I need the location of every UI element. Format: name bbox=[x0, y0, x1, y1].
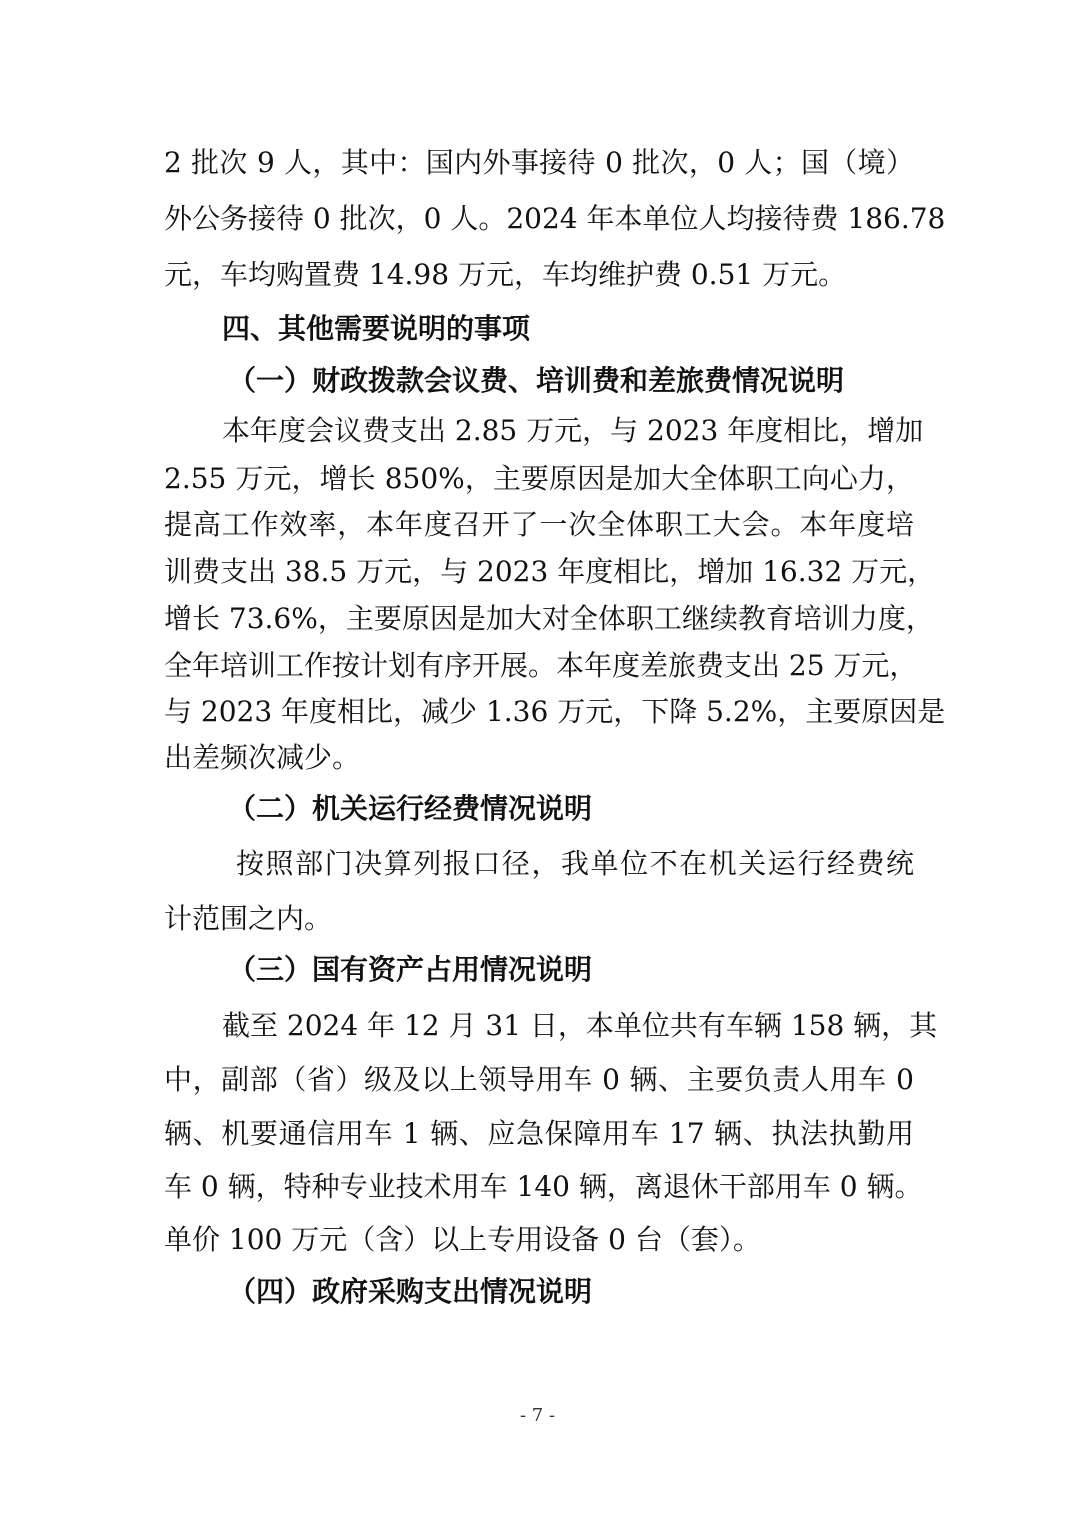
paragraph-1-line-7: 与 2023 年度相比，减少 1.36 万元，下降 5.2%，主要原因是 bbox=[164, 695, 946, 728]
paragraph-1-line-3: 提高工作效率，本年度召开了一次全体职工大会。本年度培 bbox=[164, 508, 914, 541]
page-number: - 7 - bbox=[519, 1405, 556, 1426]
intro-line-3: 元，车均购置费 14.98 万元，车均维护费 0.51 万元。 bbox=[164, 258, 847, 291]
intro-line-2: 外公务接待 0 批次，0 人。2024 年本单位人均接待费 186.78 bbox=[164, 202, 946, 235]
paragraph-3-line-1: 截至 2024 年 12 月 31 日，本单位共有车辆 158 辆，其 bbox=[222, 1009, 938, 1042]
paragraph-1-line-6: 全年培训工作按计划有序开展。本年度差旅费支出 25 万元， bbox=[164, 649, 918, 682]
subsection-heading-3: （三）国有资产占用情况说明 bbox=[228, 953, 593, 986]
intro-line-1: 2 批次 9 人，其中：国内外事接待 0 批次，0 人；国（境） bbox=[164, 146, 914, 179]
paragraph-1-line-8: 出差频次减少。 bbox=[164, 741, 361, 774]
paragraph-1-line-5: 增长 73.6%，主要原因是加大对全体职工继续教育培训力度， bbox=[164, 602, 934, 635]
paragraph-1-line-1: 本年度会议费支出 2.85 万元，与 2023 年度相比，增加 bbox=[222, 414, 924, 447]
section-heading: 四、其他需要说明的事项 bbox=[222, 312, 531, 345]
paragraph-1-line-4: 训费支出 38.5 万元，与 2023 年度相比，增加 16.32 万元， bbox=[164, 555, 936, 588]
paragraph-2-line-1: 按照部门决算列报口径，我单位不在机关运行经费统 bbox=[236, 847, 914, 880]
paragraph-3-line-3: 辆、机要通信用车 1 辆、应急保障用车 17 辆、执法执勤用 bbox=[164, 1117, 914, 1150]
subsection-heading-4: （四）政府采购支出情况说明 bbox=[228, 1275, 593, 1308]
paragraph-3-line-2: 中，副部（省）级及以上领导用车 0 辆、主要负责人用车 0 bbox=[164, 1063, 914, 1096]
subsection-heading-1: （一）财政拨款会议费、培训费和差旅费情况说明 bbox=[228, 364, 845, 397]
subsection-heading-2: （二）机关运行经费情况说明 bbox=[228, 792, 593, 825]
paragraph-3-line-5: 单价 100 万元（含）以上专用设备 0 台（套）。 bbox=[164, 1223, 761, 1256]
paragraph-2-line-2: 计范围之内。 bbox=[164, 902, 333, 935]
paragraph-1-line-2: 2.55 万元，增长 850%，主要原因是加大全体职工向心力， bbox=[164, 462, 914, 495]
paragraph-3-line-4: 车 0 辆，特种专业技术用车 140 辆，离退休干部用车 0 辆。 bbox=[164, 1170, 923, 1203]
